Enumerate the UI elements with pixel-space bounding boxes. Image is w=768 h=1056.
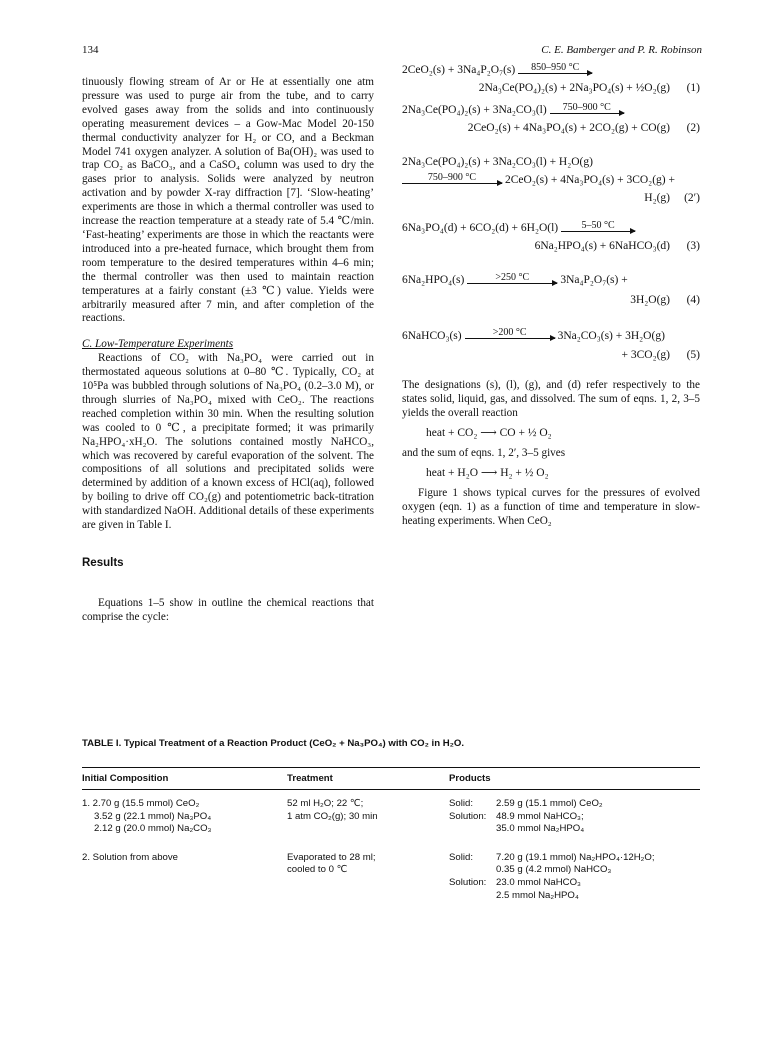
equation-2 xyxy=(402,102,700,136)
body-paragraph: tinuously flowing stream of Ar or He at essentially one atm pressure was used to purge air from the tube, and to carry evolved gases away from the solids and into continuously operating measurement devices – a Gow-Mac Model 20-150 thermal conductivity analyzer for H₂ or CO, and a Beckman Model 741 oxygen analyzer. A solution of Ba(OH)₂ was used to trap CO₂ as BaCO₃, and a CaSO₄ column was used to dry the gases prior to analysis. Solids were analyzed by neutron activation and by powder X-ray diffraction [7]. ‘Slow-heating’ experiments are those in which a thermal controller was used to increase the reaction temperature at a steady rate of 5.4 ℃/min. ‘Fast-heating’ experiments are those in which the reactants were introduced into a pre-heated furnace, which brought them from room temperature to the desired temperatures within 4–6 min; the thermal controller was then used to maintain reaction temperatures at a fairly constant (±3 ℃) value. Yields were arbitrarily measured after 7 min, and after completion of the reactions. xyxy=(82,76,374,325)
equation-4 xyxy=(402,272,700,308)
product-label xyxy=(449,864,496,877)
eq-lhs: 2Na₃Ce(PO₄)₂(s) + 3Na₂CO₃(l) xyxy=(402,104,547,116)
equation-2-prime xyxy=(402,156,700,206)
section-heading: Results xyxy=(82,557,124,569)
right-column xyxy=(402,62,700,529)
table-cell: 2.12 g (20.0 mmol) Na₂CO₃ xyxy=(94,823,212,835)
eq-condition: 750–900 °C xyxy=(427,171,477,183)
eq-rhs: 3Na₄P₂O₇(s) + xyxy=(560,273,628,286)
table-cell: cooled to 0 ℃ xyxy=(287,864,348,876)
product-value: 35.0 mmol Na₂HPO₄ xyxy=(496,823,585,835)
eq-condition: >250 °C xyxy=(495,271,530,283)
equation-1 xyxy=(402,62,700,96)
reaction-arrow xyxy=(402,172,502,188)
table-row xyxy=(82,836,700,902)
equation-3 xyxy=(402,220,700,254)
overall-reaction: heat + CO₂ ⟶ CO + ½ O₂ xyxy=(426,427,552,440)
eq-lhs: 6NaHCO₃(s) xyxy=(402,329,462,342)
page-number: 134 xyxy=(82,44,99,56)
table-cell: Evaporated to 28 ml; xyxy=(287,851,376,863)
eq-condition: >200 °C xyxy=(492,327,527,339)
eq-lhs: 2CeO₂(s) + 3Na₄P₂O₇(s) xyxy=(402,64,516,77)
eq-number: (1) xyxy=(686,82,700,94)
product-label xyxy=(449,823,496,836)
eq-number: (2′) xyxy=(684,191,700,204)
eq-rhs: 3H₂O(g) xyxy=(630,293,670,306)
table-cell: 3.52 g (22.1 mmol) Na₃PO₄ xyxy=(94,810,212,822)
product-label: Solid: xyxy=(449,798,473,809)
eq-rhs: 2Na₃Ce(PO₄)₂(s) + 2Na₃PO₄(s) + ½O₂(g) xyxy=(478,82,670,94)
eq-rhs: 3Na₂CO₃(s) + 3H₂O(g) xyxy=(557,329,665,342)
body-paragraph: Reactions of CO₂ with Na₃PO₄ were carried out in thermostated aqueous solutions at 0–80 ℃. Typically, CO₂ at 10⁵Pa was bubbled through solutions of Na₃PO₄ (0.2–3.0 M), or through slurries of Na₃PO₄ mixed with CeO₂. The reactions reached completion within 30 min. When the resulting solution was cooled to 0 ℃, a precipitate formed; it was primarily Na₂HPO₄·xH₂O. The solutions contained mostly NaHCO₃, which was recovered by careful evaporation of the solvent. The compositions of all solutions and precipitated solids were determined by addition of a known excess of HCl(aq), followed by boiling to drive off CO₂(g) and potentiometric back-titration with standardized NaOH. Additional details of these experiments are given in Table I. xyxy=(82,352,374,532)
eq-rhs: 2CeO₂(s) + 4Na₃PO₄(s) + 2CO₂(g) + CO(g) xyxy=(467,121,670,134)
eq-rhs: 6Na₂HPO₄(s) + 6NaHCO₃(d) xyxy=(534,239,670,252)
table-cell: 1. 2.70 g (15.5 mmol) CeO₂ xyxy=(82,798,200,809)
table-caption: TABLE I. Typical Treatment of a Reaction Product (CeO₂ + Na₃PO₄) with CO₂ in H₂O. xyxy=(82,738,465,749)
product-value: 23.0 mmol NaHCO₃ xyxy=(496,876,581,888)
table-cell: 1 atm CO₂(g); 30 min xyxy=(287,810,378,822)
product-label: Solution: xyxy=(449,810,487,822)
product-value: 2.5 mmol Na₂HPO₄ xyxy=(496,889,579,901)
body-paragraph: Figure 1 shows typical curves for the pressures of evolved oxygen (eqn. 1) as a function of time and temperature in slow-heating experiments. When CeO₂ xyxy=(402,486,700,527)
left-column xyxy=(82,76,374,625)
eq-number: (2) xyxy=(686,121,700,134)
eq-number: (3) xyxy=(686,239,700,252)
column-header: Initial Composition xyxy=(82,773,169,784)
product-label xyxy=(449,890,496,903)
reaction-arrow xyxy=(518,62,592,78)
eq-number: (5) xyxy=(686,349,700,362)
table-1 xyxy=(82,738,700,902)
body-paragraph: and the sum of eqns. 1, 2′, 3–5 gives xyxy=(402,446,566,459)
reaction-arrow xyxy=(561,220,635,236)
eq-condition: 5–50 °C xyxy=(581,219,615,231)
overall-reaction: heat + H₂O ⟶ H₂ + ½ O₂ xyxy=(426,466,549,479)
table-cell: 2. Solution from above xyxy=(82,851,178,863)
eq-lhs: 6Na₂HPO₄(s) xyxy=(402,273,465,286)
product-value: 48.9 mmol NaHCO₃; xyxy=(496,810,584,822)
eq-rhs: 2CeO₂(s) + 4Na₃PO₄(s) + 3CO₂(g) + xyxy=(505,173,675,186)
eq-condition: 850–950 °C xyxy=(531,62,580,73)
running-head: C. E. Bamberger and P. R. Robinson xyxy=(541,44,702,56)
column-header: Products xyxy=(449,773,491,784)
subsection-heading: C. Low-Temperature Experiments xyxy=(82,338,234,351)
equation-5 xyxy=(402,327,700,363)
product-value: 0.35 g (4.2 mmol) NaHCO₃ xyxy=(496,864,612,876)
eq-rhs: H₂(g) xyxy=(644,191,670,204)
table-cell: 52 ml H₂O; 22 ℃; xyxy=(287,798,364,809)
table-row xyxy=(82,790,700,836)
body-paragraph: The designations (s), (l), (g), and (d) refer respectively to the states solid, liquid, gas, and dissolved. The sum of eqns. 1, 2, 3–5 yields the overall reaction xyxy=(402,379,700,420)
column-header: Treatment xyxy=(287,773,333,784)
product-label: Solid: xyxy=(449,851,473,863)
product-label: Solution: xyxy=(449,876,487,888)
reaction-arrow xyxy=(465,327,555,343)
reaction-arrow xyxy=(550,102,624,118)
table-header-row xyxy=(82,768,700,789)
eq-number: (4) xyxy=(686,293,700,306)
eq-lhs: 6Na₃PO₄(d) + 6CO₂(d) + 6H₂O(l) xyxy=(402,221,559,234)
body-paragraph: Equations 1–5 show in outline the chemical reactions that comprise the cycle: xyxy=(82,596,374,623)
eq-condition: 750–900 °C xyxy=(562,101,611,113)
product-value: 2.59 g (15.1 mmol) CeO₂ xyxy=(496,798,603,809)
product-value: 7.20 g (19.1 mmol) Na₂HPO₄·12H₂O; xyxy=(496,851,655,863)
reaction-arrow xyxy=(467,272,557,288)
eq-rhs: + 3CO₂(g) xyxy=(621,349,670,362)
eq-lhs: 2Na₃Ce(PO₄)₂(s) + 3Na₂CO₃(l) + H₂O(g) xyxy=(402,155,593,168)
